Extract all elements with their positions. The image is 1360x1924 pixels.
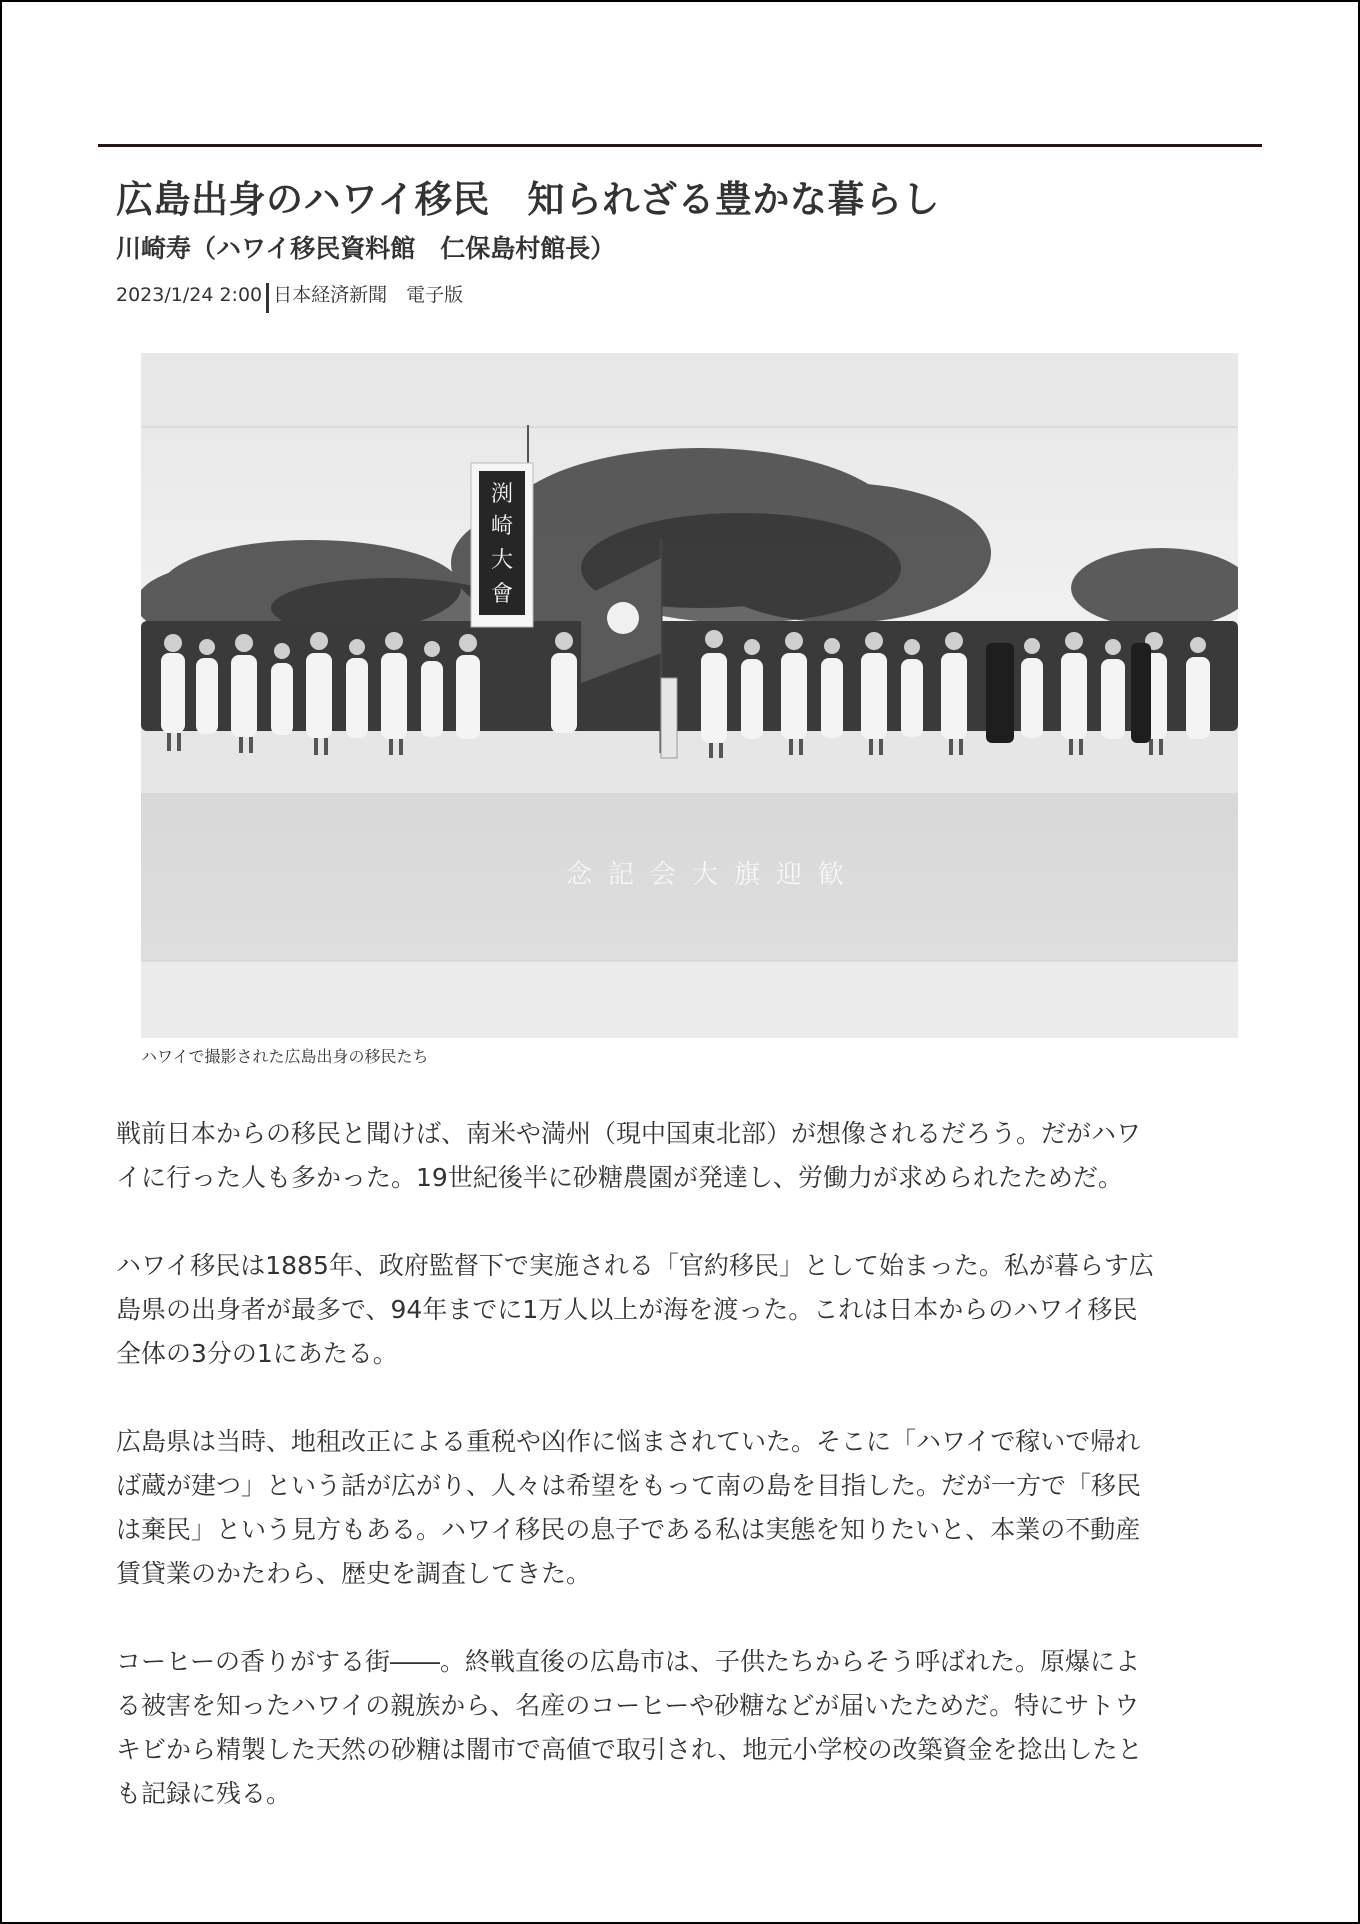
- article-headline: 広島出身のハワイ移民 知られざる豊かな暮らし: [116, 178, 940, 221]
- publish-datetime: 2023/1/24 2:00: [116, 284, 263, 306]
- paragraph-line: キビから精製した天然の砂糖は闇市で高値で取引され、地元小学校の改築資金を捻出したと: [116, 1735, 1143, 1764]
- paragraph-line: も記録に残る。: [116, 1779, 292, 1808]
- meta-separator: [266, 283, 269, 313]
- ground-inscription: 念記会大旗迎歓: [566, 860, 861, 890]
- paragraph-line: ハワイ移民は1885年、政府監督下で実施される「官約移民」として始まった。私が暮らす広: [116, 1251, 1154, 1280]
- paragraph-line: 島県の出身者が最多で、94年までに1万人以上が海を渡った。これは日本からのハワイ移民: [116, 1295, 1138, 1324]
- group-photo-illustration: [141, 353, 1238, 1038]
- article-byline: 川崎寿（ハワイ移民資料館 仁保島村館長）: [116, 234, 616, 263]
- banner-char-1: 渕: [490, 482, 514, 507]
- paragraph-line: 全体の3分の1にあたる。: [116, 1339, 398, 1368]
- svg-text:崎: 崎: [490, 514, 514, 539]
- publication-name: 日本経済新聞 電子版: [273, 284, 464, 306]
- paragraph-line: 戦前日本からの移民と聞けば、南米や満州（現中国東北部）が想像されるだろう。だがハワ: [116, 1119, 1142, 1148]
- paragraph-line: 広島県は当時、地租改正による重税や凶作に悩まされていた。そこに「ハワイで稼いで帰れ: [116, 1427, 1141, 1456]
- header-rule: [98, 144, 1262, 147]
- paragraph: [116, 1112, 1256, 1200]
- photo-caption: ハワイで撮影された広島出身の移民たち: [141, 1047, 429, 1066]
- paragraph-line: イに行った人も多かった。19世紀後半に砂糖農園が発達し、労働力が求められたためだ。: [116, 1163, 1123, 1192]
- paragraph-line: る被害を知ったハワイの親族から、名産のコーヒーや砂糖などが届いたためだ。特にサトウ: [116, 1691, 1140, 1720]
- paragraph-line: は棄民」という見方もある。ハワイ移民の息子である私は実態を知りたいと、本業の不動産: [116, 1515, 1141, 1544]
- article-meta: [116, 280, 463, 310]
- paragraph: [116, 1244, 1256, 1376]
- paragraph-line: コーヒーの香りがする街――。終戦直後の広島市は、子供たちからそう呼ばれた。原爆によ: [116, 1647, 1141, 1676]
- paragraph: [116, 1640, 1256, 1816]
- article-body: [116, 1112, 1256, 1860]
- svg-text:會: 會: [490, 582, 514, 607]
- article-photo[interactable]: [141, 353, 1238, 1038]
- svg-text:大: 大: [490, 548, 514, 573]
- paragraph: [116, 1420, 1256, 1596]
- paragraph-line: 賃貸業のかたわら、歴史を調査してきた。: [116, 1559, 592, 1588]
- paragraph-line: ば蔵が建つ」という話が広がり、人々は希望をもって南の島を目指した。だが一方で「移民: [116, 1471, 1142, 1500]
